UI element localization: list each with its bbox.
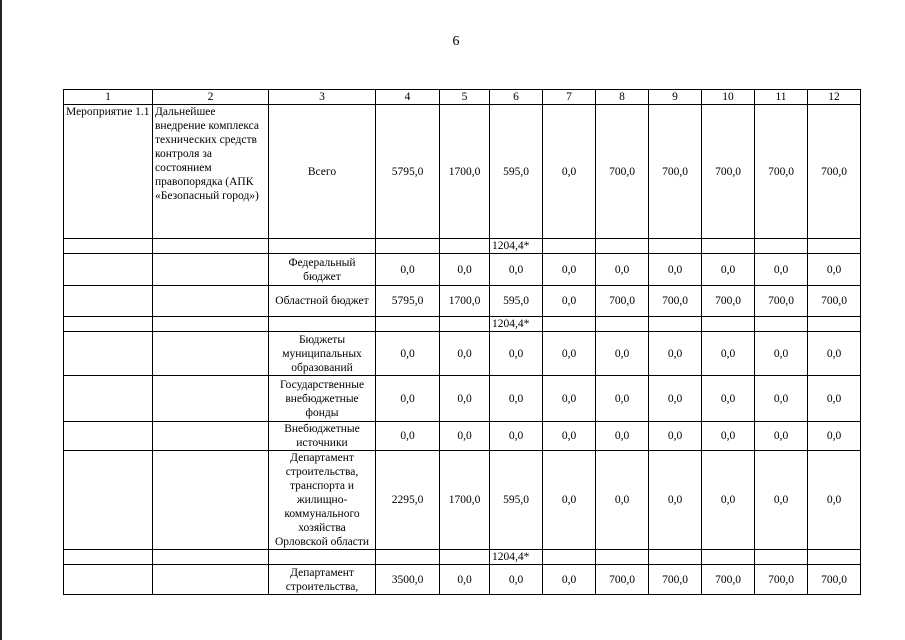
empty-cell (269, 317, 376, 332)
value-cell: 0,0 (440, 422, 490, 451)
note-cell: 1204,4* (490, 317, 543, 332)
value-cell: 1700,0 (440, 286, 490, 317)
table-row (64, 376, 861, 422)
empty-cell (153, 332, 269, 376)
value-cell: 0,0 (543, 422, 596, 451)
table-row (64, 254, 861, 286)
empty-cell (153, 550, 269, 565)
empty-cell (153, 239, 269, 254)
value-cell: 5795,0 (376, 286, 440, 317)
value-cell: 700,0 (808, 286, 861, 317)
empty-cell (64, 422, 153, 451)
empty-cell (153, 254, 269, 286)
value-cell: 700,0 (808, 565, 861, 595)
empty-cell (64, 451, 153, 550)
value-cell: 1700,0 (440, 451, 490, 550)
table-row (64, 422, 861, 451)
funding-source-cell: Областной бюджет (269, 286, 376, 317)
empty-cell (702, 317, 755, 332)
empty-cell (269, 550, 376, 565)
value-cell: 0,0 (596, 451, 649, 550)
value-cell: 0,0 (376, 332, 440, 376)
value-cell: 5795,0 (376, 105, 440, 239)
note-cell: 1204,4* (490, 239, 543, 254)
empty-cell (440, 239, 490, 254)
empty-cell (153, 376, 269, 422)
empty-cell (649, 317, 702, 332)
value-cell: 700,0 (755, 105, 808, 239)
value-cell: 0,0 (808, 451, 861, 550)
page-left-edge (0, 0, 2, 640)
empty-cell (596, 239, 649, 254)
activity-description-cell: Дальнейшее внедрение комплекса технических средств контроля за состоянием правопорядка (АПК «Безопасный город») (153, 105, 269, 239)
empty-cell (702, 550, 755, 565)
value-cell: 0,0 (543, 332, 596, 376)
value-cell: 0,0 (755, 422, 808, 451)
empty-cell (64, 565, 153, 595)
value-cell: 700,0 (596, 565, 649, 595)
value-cell: 0,0 (376, 376, 440, 422)
value-cell: 0,0 (376, 254, 440, 286)
value-cell: 0,0 (808, 254, 861, 286)
column-header-3: 3 (269, 90, 376, 105)
empty-cell (153, 422, 269, 451)
value-cell: 0,0 (702, 376, 755, 422)
empty-cell (64, 254, 153, 286)
page-number: 6 (452, 34, 460, 49)
value-cell: 0,0 (755, 451, 808, 550)
value-cell: 0,0 (755, 376, 808, 422)
value-cell: 0,0 (596, 332, 649, 376)
column-header-1: 1 (64, 90, 153, 105)
value-cell: 700,0 (596, 286, 649, 317)
value-cell: 0,0 (543, 286, 596, 317)
empty-cell (64, 317, 153, 332)
value-cell: 0,0 (490, 332, 543, 376)
table-row (64, 332, 861, 376)
empty-cell (440, 317, 490, 332)
column-header-2: 2 (153, 90, 269, 105)
empty-cell (64, 376, 153, 422)
empty-cell (64, 239, 153, 254)
value-cell: 0,0 (490, 254, 543, 286)
value-cell: 0,0 (808, 376, 861, 422)
empty-cell (543, 317, 596, 332)
value-cell: 1700,0 (440, 105, 490, 239)
empty-cell (376, 239, 440, 254)
value-cell: 0,0 (543, 451, 596, 550)
value-cell: 0,0 (376, 422, 440, 451)
empty-cell (153, 317, 269, 332)
value-cell: 0,0 (649, 422, 702, 451)
empty-cell (64, 286, 153, 317)
column-header-12: 12 (808, 90, 861, 105)
value-cell: 0,0 (649, 332, 702, 376)
empty-cell (376, 317, 440, 332)
value-cell: 0,0 (596, 422, 649, 451)
value-cell: 700,0 (649, 105, 702, 239)
note-row (64, 317, 861, 332)
column-header-6: 6 (490, 90, 543, 105)
empty-cell (755, 550, 808, 565)
funding-source-cell: Внебюджетные источники (269, 422, 376, 451)
funding-source-cell: Департамент строительства, (269, 565, 376, 595)
empty-cell (64, 550, 153, 565)
note-cell: 1204,4* (490, 550, 543, 565)
empty-cell (153, 286, 269, 317)
column-header-4: 4 (376, 90, 440, 105)
empty-cell (808, 550, 861, 565)
value-cell: 0,0 (808, 422, 861, 451)
column-header-7: 7 (543, 90, 596, 105)
funding-source-cell: Государственные внебюджетные фонды (269, 376, 376, 422)
empty-cell (596, 550, 649, 565)
empty-cell (755, 317, 808, 332)
value-cell: 700,0 (702, 105, 755, 239)
value-cell: 0,0 (649, 254, 702, 286)
funding-source-cell: Бюджеты муниципальных образований (269, 332, 376, 376)
value-cell: 700,0 (702, 286, 755, 317)
value-cell: 0,0 (702, 451, 755, 550)
column-header-10: 10 (702, 90, 755, 105)
value-cell: 700,0 (808, 105, 861, 239)
value-cell: 595,0 (490, 286, 543, 317)
value-cell: 0,0 (440, 254, 490, 286)
value-cell: 0,0 (755, 332, 808, 376)
table-row (64, 286, 861, 317)
value-cell: 0,0 (440, 376, 490, 422)
value-cell: 0,0 (702, 254, 755, 286)
value-cell: 700,0 (649, 565, 702, 595)
value-cell: 0,0 (596, 254, 649, 286)
empty-cell (376, 550, 440, 565)
table-row (64, 565, 861, 595)
value-cell: 2295,0 (376, 451, 440, 550)
empty-cell (808, 239, 861, 254)
column-header-11: 11 (755, 90, 808, 105)
funding-source-cell: Федеральный бюджет (269, 254, 376, 286)
note-row (64, 239, 861, 254)
header-row (64, 90, 861, 105)
value-cell: 0,0 (755, 254, 808, 286)
value-cell: 700,0 (702, 565, 755, 595)
value-cell: 0,0 (702, 422, 755, 451)
empty-cell (269, 239, 376, 254)
empty-cell (649, 550, 702, 565)
activity-code-cell: Мероприятие 1.1 (64, 105, 153, 239)
value-cell: 3500,0 (376, 565, 440, 595)
value-cell: 700,0 (755, 286, 808, 317)
empty-cell (543, 550, 596, 565)
value-cell: 0,0 (596, 376, 649, 422)
value-cell: 0,0 (543, 254, 596, 286)
column-header-5: 5 (440, 90, 490, 105)
empty-cell (153, 565, 269, 595)
value-cell: 0,0 (702, 332, 755, 376)
funding-source-cell: Департамент строительства, транспорта и жилищно-коммунального хозяйства Орловской области (269, 451, 376, 550)
table-body (64, 90, 861, 595)
empty-cell (755, 239, 808, 254)
table-row (64, 105, 861, 239)
empty-cell (153, 451, 269, 550)
value-cell: 0,0 (440, 565, 490, 595)
empty-cell (64, 332, 153, 376)
value-cell: 0,0 (490, 422, 543, 451)
empty-cell (808, 317, 861, 332)
value-cell: 0,0 (649, 376, 702, 422)
value-cell: 0,0 (543, 565, 596, 595)
value-cell: 700,0 (755, 565, 808, 595)
value-cell: 0,0 (543, 105, 596, 239)
value-cell: 700,0 (596, 105, 649, 239)
value-cell: 0,0 (490, 565, 543, 595)
empty-cell (440, 550, 490, 565)
column-header-9: 9 (649, 90, 702, 105)
value-cell: 0,0 (808, 332, 861, 376)
table-row (64, 451, 861, 550)
value-cell: 0,0 (649, 451, 702, 550)
value-cell: 595,0 (490, 105, 543, 239)
empty-cell (702, 239, 755, 254)
value-cell: 700,0 (649, 286, 702, 317)
column-header-8: 8 (596, 90, 649, 105)
value-cell: 0,0 (440, 332, 490, 376)
funding-source-cell: Всего (269, 105, 376, 239)
empty-cell (543, 239, 596, 254)
value-cell: 595,0 (490, 451, 543, 550)
note-row (64, 550, 861, 565)
empty-cell (649, 239, 702, 254)
value-cell: 0,0 (543, 376, 596, 422)
value-cell: 0,0 (490, 376, 543, 422)
empty-cell (596, 317, 649, 332)
budget-table (63, 89, 861, 595)
